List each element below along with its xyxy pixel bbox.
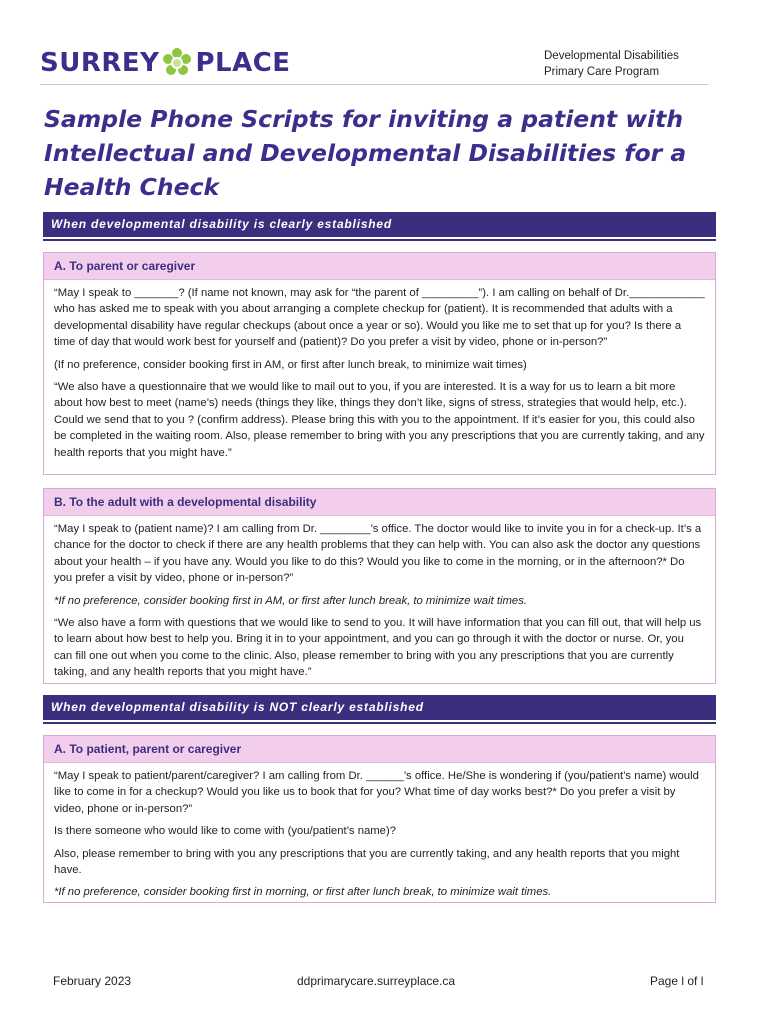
logo-text-surrey: SURREY xyxy=(40,48,160,78)
script-paragraph: “May I speak to patient/parent/caregiver? I am calling from Dr. ______’s office. He/She is wondering if (you/patient’s name) would like to come in for a checkup? Would you like us to book that for you? What time of day works best?* Do you prefer a visit by video, phone or in-person?” xyxy=(54,770,699,815)
script-paragraph: Is there someone who would like to come with (you/patient’s name)? xyxy=(54,825,397,838)
surrey-place-logo xyxy=(40,47,291,79)
script-box-adult xyxy=(43,488,716,684)
program-name xyxy=(544,48,679,80)
script-paragraph: “May I speak to (patient name)? I am calling from Dr. ________’s office. The doctor would like to invite you in for a check-up. It’s a chance for the doctor to check if there are any health problems that they can help with. You can also ask the doctor any questions about your health – if you have any. Would you like to do this? Would you like to come in the morning, or in the afternoon?* Do you prefer a visit by video, phone or in-person?” xyxy=(54,523,702,585)
section-heading-not-established: When developmental disability is NOT clearly established xyxy=(43,695,716,720)
script-paragraph: “We also have a questionnaire that we would like to mail out to you, if you are interested. It is a way for us to learn a bit more about how best to meet (name’s) needs (things they like, things they don’t like, signs of stress, strategies that would help, etc.). Could we send that to you ? (confirm address). Please bring this with you to the appointment. If it’s easier for you, this could also be completed in the waiting room. Also, please remember to bring with you any prescriptions that you are currently taking, and any health reports that you might have.” xyxy=(54,381,705,459)
script-paragraph: “May I speak to _______? (If name not known, may ask for “the parent of _________”). I am calling on behalf of Dr.____________ who has asked me to speak with you about arranging a complete checkup for (patient). It is recommended that adults with a developmental disability have regular checkups (about once a year or so). Would you like me to set that up for you? Is there a time of day that would work best for yourself and (patient)? Do you prefer a visit by video, phone or in-person?” xyxy=(54,287,705,349)
section-heading-established: When developmental disability is clearly established xyxy=(43,212,716,237)
script-box-parent-caregiver xyxy=(43,252,716,475)
box-title: A. To parent or caregiver xyxy=(44,253,715,280)
flower-logo-icon xyxy=(161,47,193,79)
booking-note: *If no preference, consider booking first in AM, or first after lunch break, to minimize wait times. xyxy=(54,594,527,607)
footer-date: February 2023 xyxy=(53,974,132,988)
footer-website-link[interactable]: ddprimarycare.surreyplace.ca xyxy=(297,974,456,988)
header-divider xyxy=(40,84,708,85)
footer-page-number: Page l of l xyxy=(650,974,704,988)
script-paragraph: “We also have a form with questions that we would like to send to you. It will have information that you can fill out, that will help us to learn about how best to help you. Bring it in to your appointment, and you can go through it with the doctor or nurse. Or, you can fill one out when you come to the clinic. Also, please remember to bring with you any prescriptions that you are currently taking, and any health reports that you might have.” xyxy=(54,617,702,679)
box-title: B. To the adult with a developmental disability xyxy=(44,489,715,516)
script-paragraph: (If no preference, consider booking first in AM, or first after lunch break, to minimize wait times) xyxy=(54,358,527,371)
document-title: Sample Phone Scripts for inviting a patient with Intellectual and Developmental Disabilities for a Health Check xyxy=(44,105,687,201)
booking-note: *If no preference, consider booking first in morning, or first after lunch break, to minimize wait times. xyxy=(54,886,552,899)
logo-text-place: PLACE xyxy=(195,48,291,78)
script-box-patient-parent-caregiver xyxy=(43,735,716,903)
box-title: A. To patient, parent or caregiver xyxy=(44,736,715,763)
program-line-2: Primary Care Program xyxy=(544,66,660,78)
program-line-1: Developmental Disabilities xyxy=(544,50,679,62)
script-paragraph: Also, please remember to bring with you any prescriptions that you are currently taking, and any health reports that you might have. xyxy=(54,847,680,877)
